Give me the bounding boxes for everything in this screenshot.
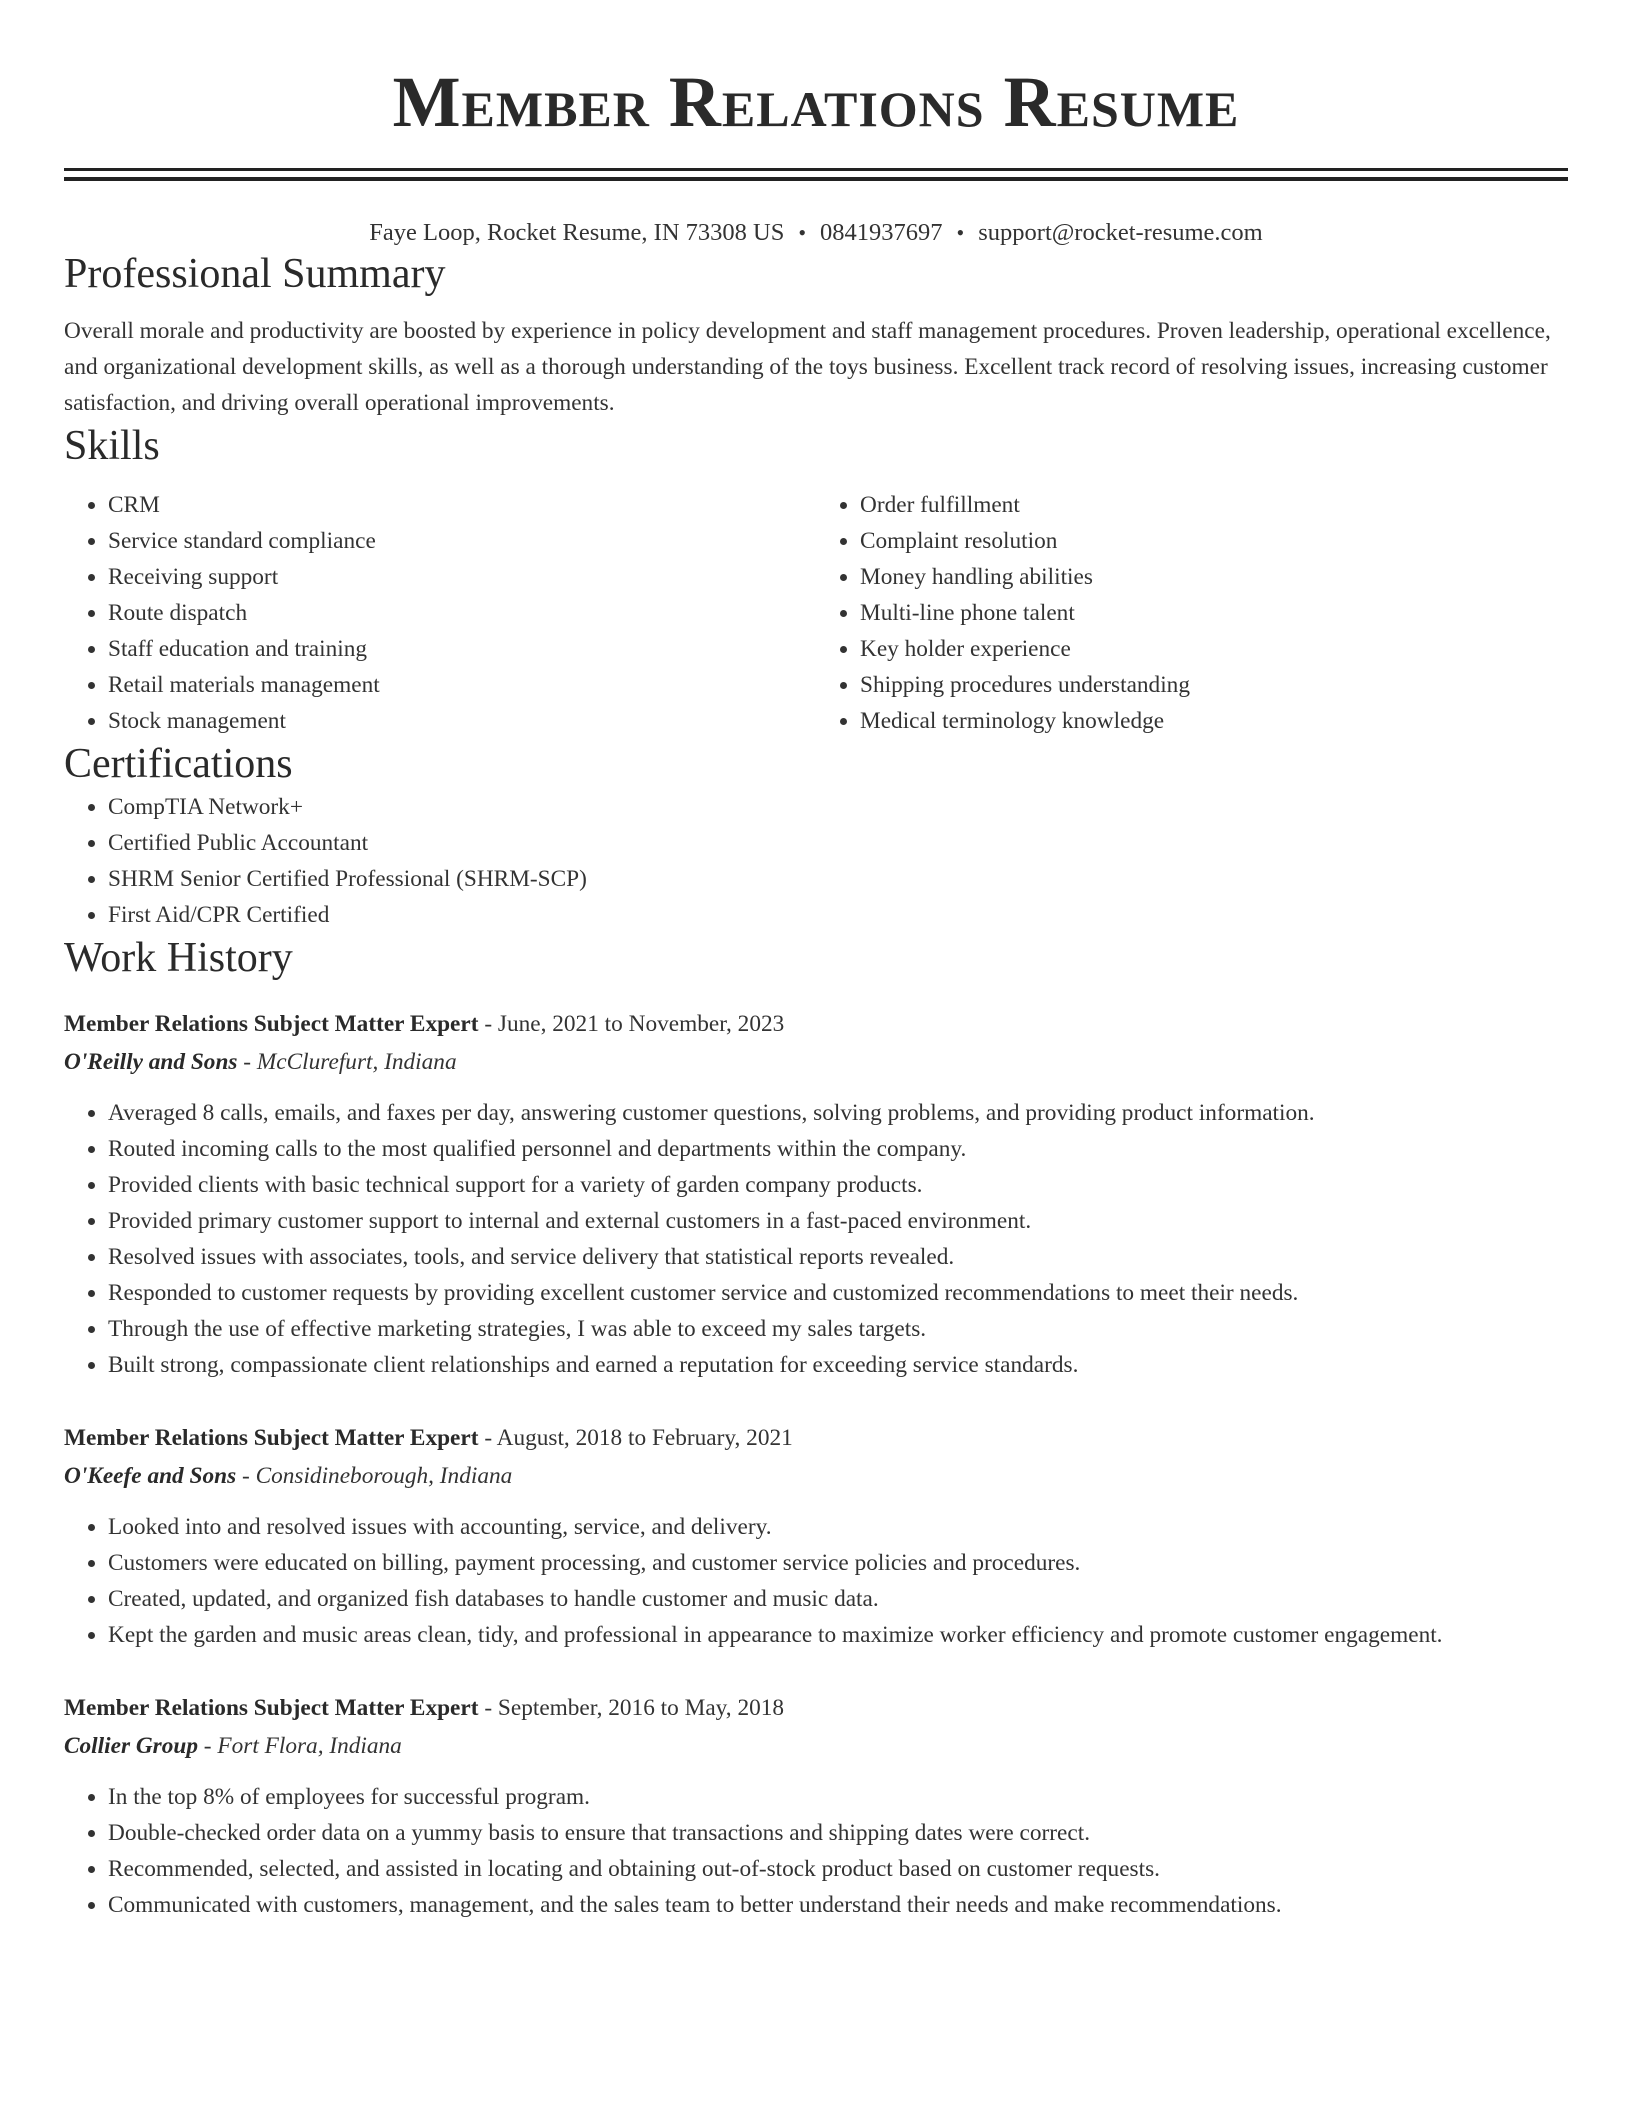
list-item: • Key holder experience — [860, 631, 1568, 667]
list-item: • Staff education and training — [108, 631, 816, 667]
list-item: • Looked into and resolved issues with accounting, service, and delivery. — [108, 1509, 1568, 1545]
divider-line-top — [64, 168, 1568, 171]
skills-list-right — [816, 487, 1568, 739]
list-item: • Recommended, selected, and assisted in locating and obtaining out-of-stock product based on customer requests. — [108, 1851, 1568, 1887]
job-duties-list — [64, 1509, 1568, 1653]
list-item: • Routed incoming calls to the most qualified personnel and departments within the company. — [108, 1131, 1568, 1167]
job-header — [64, 1419, 1568, 1457]
contact-address: Faye Loop, Rocket Resume, IN 73308 US — [369, 219, 785, 246]
list-item: • Medical terminology knowledge — [860, 703, 1568, 739]
job-dates: - September, 2016 to May, 2018 — [478, 1695, 785, 1721]
list-item: • Service standard compliance — [108, 523, 816, 559]
job-entry — [64, 1005, 1568, 1383]
list-item: • Shipping procedures understanding — [860, 667, 1568, 703]
section-heading-skills: Skills — [64, 423, 160, 469]
list-item: • Money handling abilities — [860, 559, 1568, 595]
list-item: • First Aid/CPR Certified — [108, 897, 1568, 933]
list-item: • Communicated with customers, management, and the sales team to better understand their needs and make recommendations. — [108, 1887, 1568, 1923]
skills-columns — [64, 487, 1568, 739]
list-item: • Kept the garden and music areas clean, tidy, and professional in appearance to maximize worker efficiency and promote customer engagement. — [108, 1617, 1568, 1653]
list-item: • Double-checked order data on a yummy basis to ensure that transactions and shipping dates were correct. — [108, 1815, 1568, 1851]
resume-title: Member Relations Resume — [392, 62, 1240, 142]
list-item: • Stock management — [108, 703, 816, 739]
list-item: • Responded to customer requests by providing excellent customer service and customized recommendations to meet their needs. — [108, 1275, 1568, 1311]
job-duties-list — [64, 1779, 1568, 1923]
section-heading-work-history: Work History — [64, 935, 293, 981]
job-header — [64, 1005, 1568, 1043]
summary-text: Overall morale and productivity are boosted by experience in policy development and staff management procedures. Proven leadership, operational excellence, and organizational development skills, as well as a thorough understanding of the toys business. Excellent track record of resolving issues, increasing customer satisfaction, and driving overall operational improvements. — [64, 318, 1551, 416]
contact-separator: • — [798, 220, 807, 245]
job-organization — [64, 1727, 1568, 1765]
section-heading-summary: Professional Summary — [64, 251, 446, 297]
job-company: Collier Group — [64, 1733, 198, 1759]
job-organization — [64, 1043, 1568, 1081]
list-item: • CRM — [108, 487, 816, 523]
list-item: • Created, updated, and organized fish databases to handle customer and music data. — [108, 1581, 1568, 1617]
list-item: • Order fulfillment — [860, 487, 1568, 523]
list-item: • Customers were educated on billing, payment processing, and customer service policies and procedures. — [108, 1545, 1568, 1581]
job-duties-list — [64, 1095, 1568, 1383]
list-item: • Retail materials management — [108, 667, 816, 703]
job-header — [64, 1689, 1568, 1727]
contact-line — [64, 217, 1568, 249]
list-item: • Provided clients with basic technical support for a variety of garden company products. — [108, 1167, 1568, 1203]
job-company: O'Keefe and Sons — [64, 1463, 237, 1489]
title-divider — [64, 168, 1568, 181]
section-heading-certifications: Certifications — [64, 741, 293, 787]
certifications-list — [64, 789, 1568, 933]
job-role: Member Relations Subject Matter Expert — [64, 1011, 479, 1037]
contact-separator: • — [956, 220, 965, 245]
list-item: • Complaint resolution — [860, 523, 1568, 559]
list-item: • Route dispatch — [108, 595, 816, 631]
skills-list-left — [64, 487, 816, 739]
divider-line-bottom — [64, 177, 1568, 181]
job-location: - McClurefurt, Indiana — [237, 1049, 457, 1075]
list-item: • SHRM Senior Certified Professional (SHRM-SCP) — [108, 861, 1568, 897]
list-item: • In the top 8% of employees for successful program. — [108, 1779, 1568, 1815]
list-item: • Receiving support — [108, 559, 816, 595]
list-item: • Certified Public Accountant — [108, 825, 1568, 861]
job-entry — [64, 1689, 1568, 1923]
job-location: - Fort Flora, Indiana — [197, 1733, 402, 1759]
list-item: • Provided primary customer support to internal and external customers in a fast-paced environment. — [108, 1203, 1568, 1239]
list-item: • Multi-line phone talent — [860, 595, 1568, 631]
job-dates: - June, 2021 to November, 2023 — [478, 1011, 785, 1037]
job-company: O'Reilly and Sons — [64, 1049, 238, 1075]
list-item: • Through the use of effective marketing strategies, I was able to exceed my sales targets. — [108, 1311, 1568, 1347]
job-entry — [64, 1419, 1568, 1653]
job-organization — [64, 1457, 1568, 1495]
list-item: • Built strong, compassionate client relationships and earned a reputation for exceeding service standards. — [108, 1347, 1568, 1383]
job-role: Member Relations Subject Matter Expert — [64, 1425, 479, 1451]
list-item: • CompTIA Network+ — [108, 789, 1568, 825]
job-role: Member Relations Subject Matter Expert — [64, 1695, 479, 1721]
contact-email: support@rocket-resume.com — [978, 219, 1263, 246]
list-item: • Averaged 8 calls, emails, and faxes per day, answering customer questions, solving problems, and providing product information. — [108, 1095, 1568, 1131]
contact-phone: 0841937697 — [820, 219, 943, 246]
list-item: • Resolved issues with associates, tools, and service delivery that statistical reports revealed. — [108, 1239, 1568, 1275]
job-location: - Considineborough, Indiana — [236, 1463, 513, 1489]
job-dates: - August, 2018 to February, 2021 — [478, 1425, 793, 1451]
